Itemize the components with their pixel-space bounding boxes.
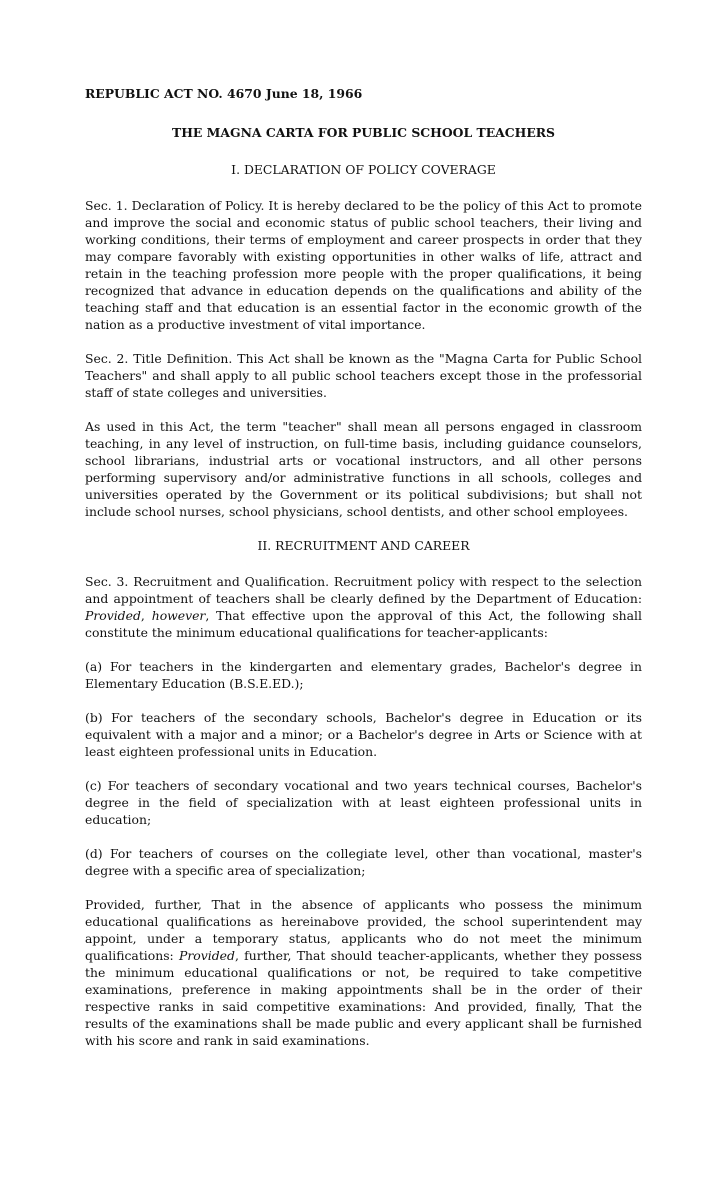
section-heading-recruitment: II. RECRUITMENT AND CAREER (257, 538, 470, 553)
item-d-paragraph: (d) For teachers of courses on the collegiate level, other than vocational, master's degree with a specific area of specialization; (85, 846, 642, 878)
section-heading-declaration: I. DECLARATION OF POLICY COVERAGE (231, 162, 496, 177)
teacher-definition-paragraph: As used in this Act, the term "teacher" shall mean all persons engaged in classroom teaching, in any level of instruction, on full-time basis, including guidance counselors, school librarians, industrial arts or vocational instructors, and all other persons performing supervisory and/or administrative functions in all schools, colleges and universities operated by the Government or its political subdivisions; but shall not include school nurses, school physicians, school dentists, and other school employees. (85, 419, 642, 519)
final-text-a: Provided, further, That in the absence of applicants who possess the minimum educational qualifications as hereinabove provided, the school superintendent may appoint, under a temporary status, applicants who do not meet the minimum qualifications: (85, 897, 642, 963)
section-3-comma: , (140, 608, 152, 623)
section-2-paragraph: Sec. 2. Title Definition. This Act shall be known as the "Magna Carta for Public School Teachers" and shall apply to all public school teachers except those in the professorial staff of state colleges and universities. (85, 351, 642, 400)
section-3-text-a: Sec. 3. Recruitment and Qualification. Recruitment policy with respect to the selection and appointment of teachers shall be clearly defined by the Department of Education: (85, 574, 642, 606)
final-text-b: , further, That should teacher-applicants, whether they possess the minimum educational qualifications or not, be required to take competitive examinations, preference in making appointments shall be in the order of their respective ranks in said competitive examinations: And provided, finally, That the results of the examinations shall be made public and every applicant shall be furnished with his score and rank in said examinations. (85, 948, 643, 1048)
section-3-text-b: , That effective upon the approval of this Act, the following shall constitute the minimum educational qualifications for teacher-applicants: (85, 608, 642, 640)
item-c-paragraph: (c) For teachers of secondary vocational and two years technical courses, Bachelor's degree in the field of specialization with at least eighteen professional units in education; (85, 778, 642, 827)
document-title: THE MAGNA CARTA FOR PUBLIC SCHOOL TEACHERS (171, 125, 556, 140)
section-3-however: however (151, 608, 206, 623)
section-3-provided: Provided (85, 608, 141, 623)
document-page (85, 85, 642, 1066)
section-1-paragraph: Sec. 1. Declaration of Policy. It is hereby declared to be the policy of this Act to promote and improve the social and economic status of public school teachers, their living and working conditions, their terms of employment and career prospects in order that they may compare favorably with existing opportunities in other walks of life, attract and retain in the teaching profession more people with the proper qualifications, it being recognized that advance in education depends on the qualifications and ability of the teaching staff and that education is an essential factor in the economic growth of the nation as a productive investment of vital importance. (85, 198, 642, 332)
final-proviso-paragraph (85, 896, 642, 1049)
final-provided: Provided (179, 948, 235, 963)
item-a-paragraph: (a) For teachers in the kindergarten and elementary grades, Bachelor's degree in Elementary Education (B.S.E.ED.); (85, 659, 642, 691)
item-b-paragraph: (b) For teachers of the secondary schools, Bachelor's degree in Education or its equivalent with a major and a minor; or a Bachelor's degree in Arts or Science with at least eighteen professional units in Education. (85, 710, 642, 759)
section-3-paragraph (85, 573, 642, 641)
act-header: REPUBLIC ACT NO. 4670 June 18, 1966 (85, 86, 363, 101)
